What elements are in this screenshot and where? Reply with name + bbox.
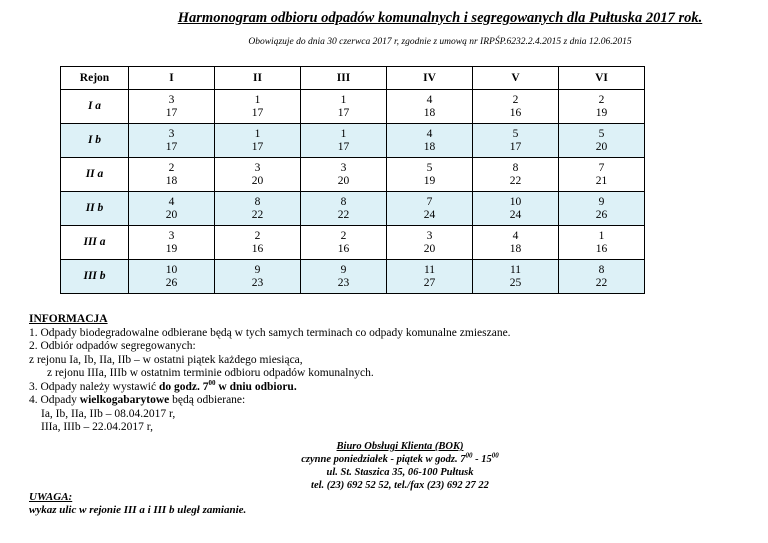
bok-superscript: 00 (491, 451, 499, 460)
date-value: 21 (595, 174, 608, 187)
info-section (29, 313, 729, 435)
date-value: 20 (337, 174, 350, 187)
date-value: 23 (251, 276, 264, 289)
date-value: 17 (509, 140, 522, 153)
info-line: 1. Odpady biodegradowalne odbierane będą w tych samych terminach co odpady komunalne zmieszane. (29, 326, 511, 339)
info-bold-text: w dniu odbioru. (215, 380, 297, 393)
date-cell (215, 90, 301, 124)
date-value: 17 (165, 140, 178, 153)
page-subtitle: Obowiązuje do dnia 30 czerwca 2017 r, zgodnie z umową nr IRPŚP.6232.2.4.2015 z dnia 12.06.2015 (248, 37, 632, 47)
date-value: 2 (512, 93, 519, 106)
bok-hours (220, 453, 580, 466)
region-cell: II b (61, 192, 129, 226)
date-value: 9 (340, 263, 347, 276)
table-row (61, 158, 645, 192)
date-cell (559, 260, 645, 294)
date-cell (387, 124, 473, 158)
date-value: 17 (251, 140, 264, 153)
date-value: 19 (595, 106, 608, 119)
date-cell (129, 124, 215, 158)
info-bold-text: wielkogabarytowe (79, 394, 170, 406)
date-value: 9 (598, 195, 605, 208)
info-line: z rejonu Ia, Ib, IIa, IIb – w ostatni piątek każdego miesiąca, (29, 353, 303, 366)
region-cell: III a (61, 226, 129, 260)
date-value: 24 (423, 208, 436, 221)
region-cell: II a (61, 158, 129, 192)
info-line: Ia, Ib, IIa, IIb – 08.04.2017 r, (41, 407, 176, 420)
date-cell (559, 90, 645, 124)
info-line: IIIa, IIIb – 22.04.2017 r, (41, 421, 153, 433)
date-value: 17 (337, 106, 350, 119)
date-value: 1 (598, 229, 605, 242)
date-value: 16 (251, 242, 264, 255)
date-cell (387, 158, 473, 192)
date-cell (215, 226, 301, 260)
date-cell (473, 226, 559, 260)
date-value: 27 (423, 276, 436, 289)
date-cell (473, 124, 559, 158)
date-value: 23 (337, 276, 350, 289)
date-value: 4 (426, 93, 433, 106)
date-cell (559, 226, 645, 260)
header-cell: IV (387, 67, 473, 90)
date-value: 22 (251, 208, 264, 221)
date-cell (387, 192, 473, 226)
table-row (61, 192, 645, 226)
date-value: 18 (509, 242, 522, 255)
info-superscript: 00 (208, 378, 216, 387)
date-value: 26 (595, 208, 608, 221)
date-cell (301, 158, 387, 192)
info-text: 3. Odpady należy wystawić (29, 380, 159, 393)
date-cell (129, 192, 215, 226)
date-cell (387, 260, 473, 294)
info-text: 4. Odpady (29, 394, 80, 406)
date-value: 20 (251, 174, 264, 187)
region-cell: I b (61, 124, 129, 158)
date-value: 2 (254, 229, 261, 242)
date-value: 20 (423, 242, 436, 255)
date-value: 1 (340, 127, 347, 140)
date-cell (301, 226, 387, 260)
date-cell (215, 192, 301, 226)
date-cell (559, 124, 645, 158)
info-text: będą odbierane: (169, 394, 246, 406)
bok-phone: tel. (23) 692 52 52, tel./fax (23) 692 27 22 (311, 480, 489, 491)
date-cell (301, 192, 387, 226)
table-row (61, 226, 645, 260)
header-cell: Rejon (61, 67, 129, 90)
region-cell: III b (61, 260, 129, 294)
date-value: 8 (512, 161, 519, 174)
date-value: 16 (509, 106, 522, 119)
date-value: 8 (598, 263, 605, 276)
bok-superscript: 00 (465, 451, 473, 460)
date-cell (559, 158, 645, 192)
date-value: 19 (423, 174, 436, 187)
date-cell (301, 260, 387, 294)
date-value: 2 (168, 161, 175, 174)
date-cell (559, 192, 645, 226)
date-cell (387, 226, 473, 260)
date-value: 18 (423, 140, 436, 153)
date-value: 18 (165, 174, 178, 187)
date-value: 5 (598, 127, 605, 140)
date-cell (129, 226, 215, 260)
date-value: 22 (337, 208, 350, 221)
date-value: 2 (598, 93, 605, 106)
info-line: 2. Odbiór odpadów segregowanych: (29, 340, 196, 352)
bok-hours-text: czynne poniedziałek - piątek w godz. 7 (301, 454, 466, 465)
date-cell (473, 192, 559, 226)
warning-label: UWAGA: (29, 491, 73, 503)
table-row (61, 124, 645, 158)
date-value: 1 (254, 127, 261, 140)
date-value: 3 (168, 127, 175, 140)
date-value: 3 (254, 161, 261, 174)
header-cell: V (473, 67, 559, 90)
date-value: 8 (340, 195, 347, 208)
warning-text: wykaz ulic w rejonie III a i III b uległ zamianie. (29, 504, 247, 516)
date-cell (215, 260, 301, 294)
date-value: 11 (423, 263, 436, 276)
info-heading: INFORMACJA (29, 313, 108, 325)
date-value: 25 (509, 276, 522, 289)
date-value: 20 (165, 208, 178, 221)
table-row (61, 90, 645, 124)
warning-block (29, 491, 429, 517)
date-value: 4 (512, 229, 519, 242)
date-value: 1 (340, 93, 347, 106)
schedule-table (60, 66, 645, 294)
date-value: 7 (598, 161, 605, 174)
date-value: 18 (423, 106, 436, 119)
date-value: 2 (340, 229, 347, 242)
date-value: 22 (595, 276, 608, 289)
date-cell (473, 158, 559, 192)
date-value: 17 (251, 106, 264, 119)
date-value: 10 (165, 263, 178, 276)
date-value: 16 (595, 242, 608, 255)
date-value: 5 (512, 127, 519, 140)
date-value: 3 (168, 229, 175, 242)
bok-address: ul. St. Staszica 35, 06-100 Pułtusk (326, 467, 474, 478)
date-cell (301, 124, 387, 158)
date-value: 26 (165, 276, 178, 289)
header-cell: VI (559, 67, 645, 90)
date-value: 9 (254, 263, 261, 276)
date-value: 11 (509, 263, 522, 276)
date-value: 3 (340, 161, 347, 174)
date-value: 20 (595, 140, 608, 153)
info-line (29, 378, 729, 395)
date-value: 5 (426, 161, 433, 174)
date-value: 19 (165, 242, 178, 255)
info-bold-text: do godz. 7 (158, 380, 209, 393)
date-value: 24 (509, 208, 522, 221)
region-cell: I a (61, 90, 129, 124)
customer-service-block (220, 440, 580, 492)
date-cell (215, 124, 301, 158)
bok-heading: Biuro Obsługi Klienta (BOK) (336, 441, 464, 452)
date-cell (387, 90, 473, 124)
table-row (61, 260, 645, 294)
header-cell: III (301, 67, 387, 90)
date-value: 4 (168, 195, 175, 208)
date-value: 7 (426, 195, 433, 208)
header-cell: I (129, 67, 215, 90)
date-value: 1 (254, 93, 261, 106)
date-cell (129, 158, 215, 192)
date-value: 3 (426, 229, 433, 242)
table-header-row (61, 67, 645, 90)
date-value: 10 (509, 195, 522, 208)
date-value: 3 (168, 93, 175, 106)
header-cell: II (215, 67, 301, 90)
page-title: Harmonogram odbioru odpadów komunalnych i segregowanych dla Pułtuska 2017 rok. (177, 10, 703, 26)
date-value: 17 (337, 140, 350, 153)
date-cell (129, 90, 215, 124)
date-cell (473, 260, 559, 294)
bok-hours-text: - 15 (472, 454, 492, 465)
date-value: 16 (337, 242, 350, 255)
date-value: 22 (509, 174, 522, 187)
date-cell (129, 260, 215, 294)
info-line: z rejonu IIIa, IIIb w ostatnim terminie odbioru odpadów komunalnych. (47, 367, 374, 379)
date-value: 8 (254, 195, 261, 208)
date-cell (301, 90, 387, 124)
date-cell (215, 158, 301, 192)
date-value: 17 (165, 106, 178, 119)
info-line (29, 394, 729, 408)
date-value: 4 (426, 127, 433, 140)
date-cell (473, 90, 559, 124)
table-body (61, 90, 645, 294)
